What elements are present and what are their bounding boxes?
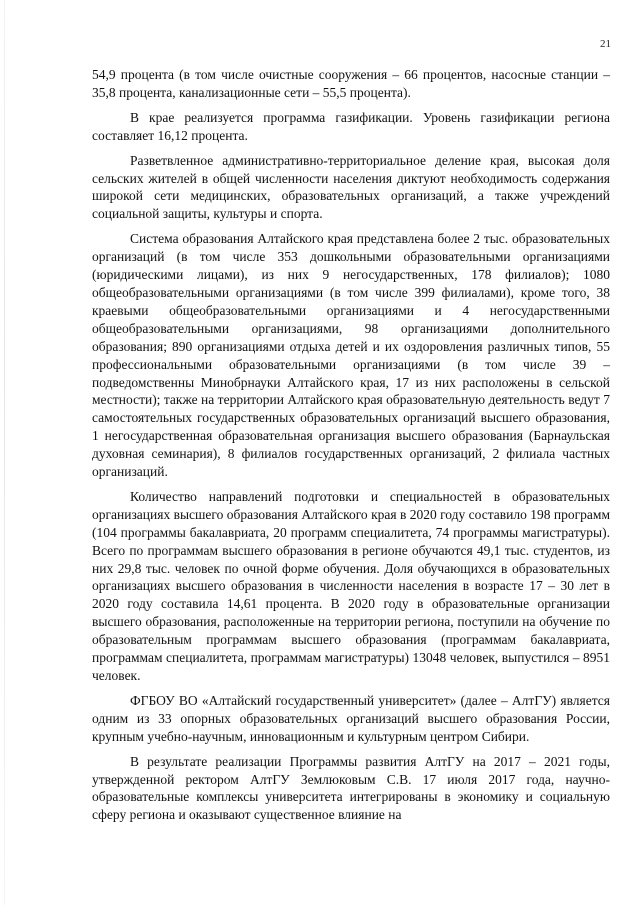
paragraph-territorial-division: Разветвленное административно-территориальное деление края, высокая доля сельских жителей в общей численности населения диктуют необходимость содержания широкой сети медицинских, образовательных организаций, а также учреждений социальной защиты, культуры и спорта. [92,152,610,222]
paragraph-development-program: В результате реализации Программы развития АлтГУ на 2017 – 2021 годы, утвержденной ректором АлтГУ Землюковым С.В. 17 июля 2017 года, научно-образовательные комплексы университета интегрированы в экономику и социальную сферу региона и оказывают существенное влияние на [92,753,610,823]
page-number: 21 [600,38,611,50]
paragraph-higher-education: Количество направлений подготовки и специальностей в образовательных организациях высшего образования Алтайского края в 2020 году составило 198 программ (104 программы бакалавриата, 20 программ специалитета, 74 программы магистратуры). Всего по программам высшего образования в регионе обучаются 49,1 тыс. студентов, из них 29,8 тыс. человек по очной форме обучения. Доля обучающихся в образовательных организациях высшего образования в численности населения в возрасте 17 – 30 лет в 2020 году составила 14,61 процента. В 2020 году в образовательные организации высшего образования, расположенные на территории региона, поступили на обучение по образовательным программам высшего образования (программам бакалавриата, программам специалитета, программам магистратуры) 13048 человек, выпустился – 8951 человек. [92,488,610,683]
paragraph-education-system: Система образования Алтайского края представлена более 2 тыс. образовательных организаций (в том числе 353 дошкольными образовательными организациями (юридическими лицами), из них 9 негосударственных, 178 филиалов); 1080 общеобразовательными организациями (в том числе 399 филиалами), кроме того, 38 краевыми общеобразовательными организациями и 4 негосударственными общеобразовательными организациями, 98 организациями дополнительного образования; 890 организациями отдыха детей и их оздоровления различных типов, 55 профессиональными образовательными организациями (в том числе 39 – подведомственны Минобрнауки Алтайского края, 17 из них расположены в сельской местности); также на территории Алтайского края образовательную деятельность ведут 7 самостоятельных государственных образовательных организаций высшего образования, 1 негосударственная образовательная организация высшего образования (Барнаульская духовная семинария), 8 филиалов государственных организаций, 2 филиала частных организаций. [92,231,610,480]
paragraph-sewerage: 54,9 процента (в том числе очистные сооружения – 66 процентов, насосные станции – 35,8 процента, канализационные сети – 55,5 процента). [92,67,610,100]
paragraph-altgu: ФГБОУ ВО «Алтайский государственный университет» (далее – АлтГУ) является одним из 33 опорных образовательных организаций высшего образования России, крупным учебно-научным, инновационным и культурным центром Сибири. [92,692,610,744]
paragraph-gasification: В крае реализуется программа газификации. Уровень газификации региона составляет 16,12 процента. [92,109,610,143]
document-body [92,66,610,824]
scan-edge [4,0,5,905]
